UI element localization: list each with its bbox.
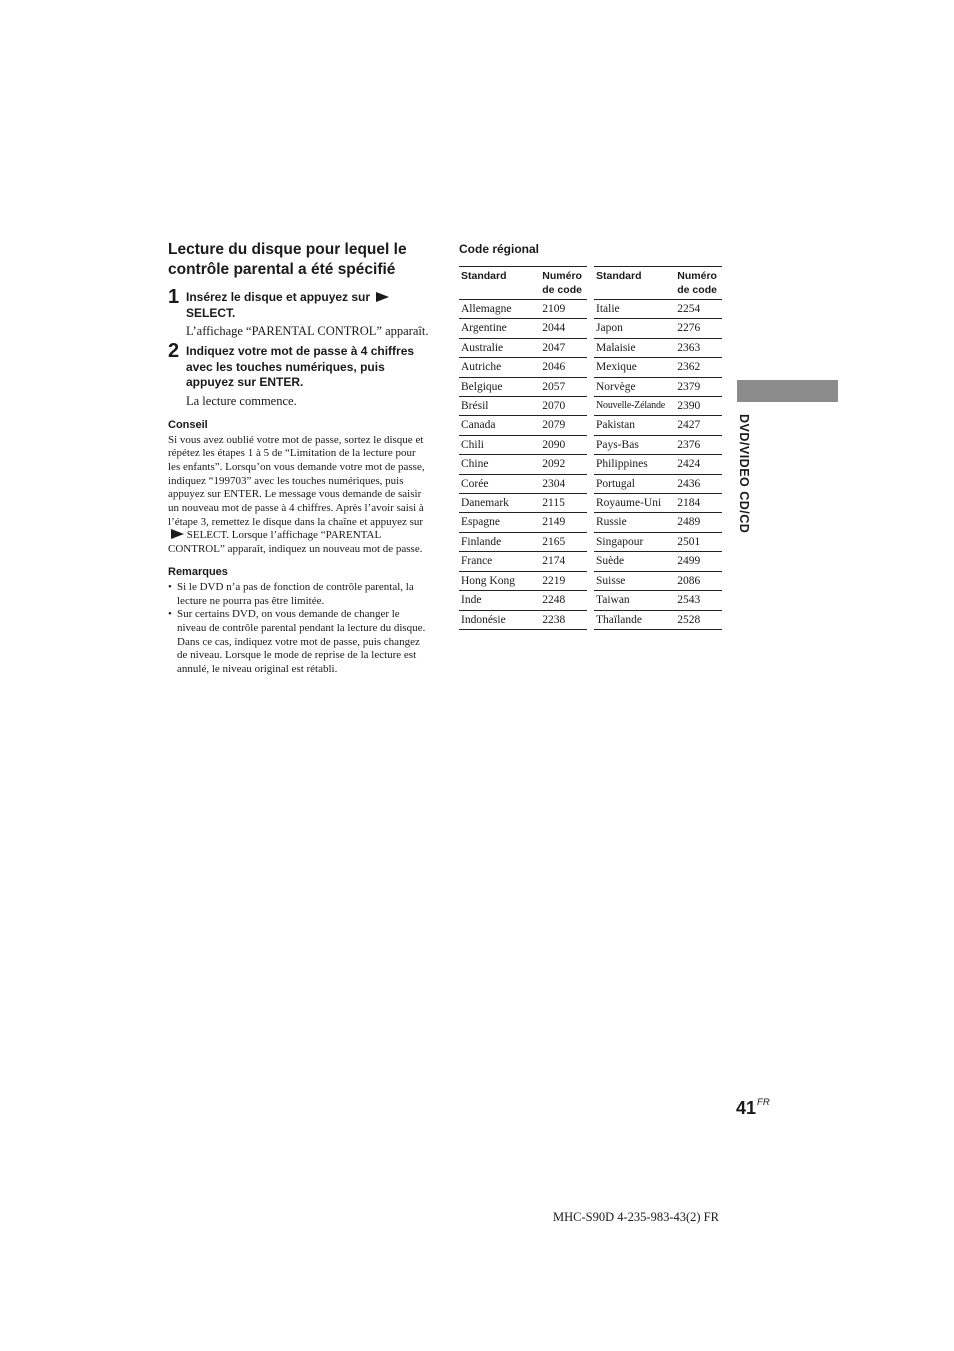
table-row <box>459 494 587 513</box>
page-number: $41^{FR}$ <box>736 1097 770 1118</box>
table-header-row <box>459 267 587 300</box>
country-cell: Thaïlande <box>596 613 642 626</box>
country-cell: Autriche <box>461 361 502 374</box>
table-row <box>459 435 587 454</box>
code-cell: 2254 <box>677 303 701 315</box>
table-row <box>459 474 587 493</box>
code-cell: 2070 <box>542 400 566 413</box>
code-cell: 2248 <box>542 594 566 607</box>
country-cell: Hong Kong <box>461 574 515 587</box>
region-code-table-right <box>594 266 722 630</box>
list-item: • Sur certains DVD, on vous demande de changer le niveau de contrôle parental pendant la lecture du disque. Dans ce cas, indiquez votre mot de passe, puis changez de niveau. Lorsque le mode de reprise de la lecture est annulé, le niveau original est rétabli. <box>168 608 426 676</box>
country-cell: Indonésie <box>461 613 506 626</box>
table-row <box>594 532 722 551</box>
footer-model: MHC-S90D 4-235-983-43(2) FR <box>553 1210 719 1224</box>
country-cell: Japon <box>596 322 623 335</box>
table-row <box>594 338 722 357</box>
country-cell: Argentine <box>461 322 507 335</box>
step-instruction: Insérez le disque et appuyez sur SELECT. <box>186 290 430 321</box>
code-cell: 2427 <box>677 419 701 432</box>
code-cell: 2362 <box>677 361 701 374</box>
code-cell: 2379 <box>677 380 701 393</box>
table-row <box>594 319 722 338</box>
table-row <box>594 377 722 396</box>
table-row <box>459 300 587 319</box>
country-cell: Malaisie <box>596 341 636 354</box>
side-tab-label: DVD/VIDEO CD/CD <box>737 414 751 534</box>
country-cell: Chine <box>461 458 489 471</box>
country-cell: Espagne <box>461 516 500 529</box>
country-cell: Chili <box>461 438 485 451</box>
country-cell: Finlande <box>461 535 502 548</box>
table-row <box>594 300 722 319</box>
code-cell: 2499 <box>677 555 701 568</box>
table-row <box>594 358 722 377</box>
table-row <box>594 416 722 435</box>
country-cell: Corée <box>461 477 489 490</box>
code-cell: 2424 <box>677 458 701 471</box>
step-instruction: Indiquez votre mot de passe à 4 chiffres avec les touches numériques, puis appuyez sur ENTER. <box>186 344 415 389</box>
code-cell: 2390 <box>677 400 701 413</box>
tip-text: Si vous avez oublié votre mot de passe, sortez le disque et répétez les étapes 1 à 5 de “Limitation de la lecture pour les enfants”. Lorsqu’on vous demande votre mot de passe, indiquez “199703” avec les touches numériques, puis appuyez sur ENTER. Le message vous demande de saisir un nouveau mot de passe à 4 chiffres. Après l’avoir saisi à l’étape 3, remettez le disque dans la chaîne et appuyez sur SELECT. Lorsque l’affichage “PARENTAL CONTROL” apparaît, indiquez un nouveau mot de passe. <box>168 433 425 556</box>
play-icon <box>171 529 184 539</box>
table-header-row <box>594 267 722 300</box>
step-result: La lecture commence. <box>186 393 297 408</box>
country-cell: Suède <box>596 555 625 568</box>
table-row <box>459 397 587 416</box>
bullet-icon: • <box>168 580 172 593</box>
table-row <box>594 610 722 629</box>
table-row <box>594 435 722 454</box>
code-cell: 2543 <box>677 594 701 607</box>
region-code-table-left <box>459 266 587 630</box>
country-cell: Nouvelle-Zélande <box>596 400 665 412</box>
code-cell: 2046 <box>542 361 566 374</box>
code-cell: 2109 <box>542 303 566 315</box>
table-row <box>594 552 722 571</box>
country-cell: Allemagne <box>461 303 512 315</box>
table-row <box>459 319 587 338</box>
table-row <box>594 397 722 416</box>
step-number: 2 <box>168 340 180 362</box>
table-row <box>459 513 587 532</box>
table-row <box>459 338 587 357</box>
step-2 <box>168 340 430 410</box>
country-cell: Royaume-Uni <box>596 497 662 510</box>
region-code-section <box>459 242 724 630</box>
table-row <box>459 377 587 396</box>
code-cell: 2489 <box>677 516 701 529</box>
region-code-title: Code régional <box>459 242 540 256</box>
table-row <box>594 591 722 610</box>
bullet-icon: • <box>168 608 172 621</box>
code-cell: 2276 <box>677 322 701 335</box>
code-cell: 2436 <box>677 477 701 490</box>
page-suffix: FR <box>757 1097 770 1108</box>
code-cell: 2376 <box>677 438 701 451</box>
section-title: Lecture du disque pour lequel le contrôle parental a été spécifié <box>168 241 407 278</box>
table-row <box>459 591 587 610</box>
country-cell: Belgique <box>461 380 503 393</box>
code-cell: 2090 <box>542 438 566 451</box>
country-cell: Taiwan <box>596 594 630 607</box>
code-cell: 2238 <box>542 613 566 626</box>
code-cell: 2047 <box>542 341 566 354</box>
table-row <box>459 532 587 551</box>
table-row <box>459 610 587 629</box>
code-cell: 2528 <box>677 613 701 626</box>
play-icon <box>376 292 389 302</box>
side-tab-bar <box>737 380 838 402</box>
table-row <box>594 474 722 493</box>
country-cell: Canada <box>461 419 496 432</box>
code-cell: 2086 <box>677 574 701 587</box>
code-cell: 2079 <box>542 419 566 432</box>
country-cell: Australie <box>461 341 504 354</box>
code-cell: 2363 <box>677 341 701 354</box>
code-cell: 2092 <box>542 458 566 471</box>
table-row <box>459 358 587 377</box>
code-cell: 2304 <box>542 477 566 490</box>
table-row <box>459 571 587 590</box>
header-standard: Standard <box>461 270 507 282</box>
country-cell: Mexique <box>596 361 637 374</box>
code-cell: 2501 <box>677 535 701 548</box>
table-row <box>459 455 587 474</box>
tip-heading: Conseil <box>168 418 208 431</box>
country-cell: Russie <box>596 516 627 529</box>
list-item: • Si le DVD n’a pas de fonction de contrôle parental, la lecture ne pourra pas être limitée. <box>168 580 414 607</box>
code-cell: 2115 <box>542 497 565 510</box>
notes-heading: Remarques <box>168 565 228 578</box>
country-cell: Danemark <box>461 497 509 510</box>
table-row <box>594 494 722 513</box>
country-cell: Portugal <box>596 477 635 490</box>
left-column <box>168 240 430 677</box>
country-cell: Philippines <box>596 458 648 471</box>
step-result: L’affichage “PARENTAL CONTROL” apparaît. <box>186 324 429 338</box>
country-cell: Suisse <box>596 574 626 587</box>
table-row <box>459 416 587 435</box>
country-cell: France <box>461 555 493 568</box>
code-cell: 2219 <box>542 574 566 587</box>
table-row <box>594 513 722 532</box>
table-row <box>594 571 722 590</box>
header-code: Numéro de code <box>542 270 582 296</box>
country-cell: Singapour <box>596 535 644 548</box>
header-code: Numéro de code <box>677 270 717 296</box>
step-number: 1 <box>168 286 180 308</box>
code-cell: 2174 <box>542 555 566 568</box>
country-cell: Pakistan <box>596 419 635 432</box>
country-cell: Inde <box>461 594 482 607</box>
header-standard: Standard <box>596 270 642 282</box>
code-cell: 2149 <box>542 516 566 529</box>
code-cell: 2057 <box>542 380 566 393</box>
country-cell: Pays-Bas <box>596 438 639 451</box>
step-1 <box>168 286 430 340</box>
table-row <box>594 455 722 474</box>
country-cell: Italie <box>596 303 620 315</box>
notes-list <box>168 581 430 677</box>
code-cell: 2044 <box>542 322 566 335</box>
table-row <box>459 552 587 571</box>
country-cell: Norvège <box>596 380 636 393</box>
code-cell: 2165 <box>542 535 566 548</box>
country-cell: Brésil <box>461 400 489 413</box>
code-cell: 2184 <box>677 497 701 510</box>
